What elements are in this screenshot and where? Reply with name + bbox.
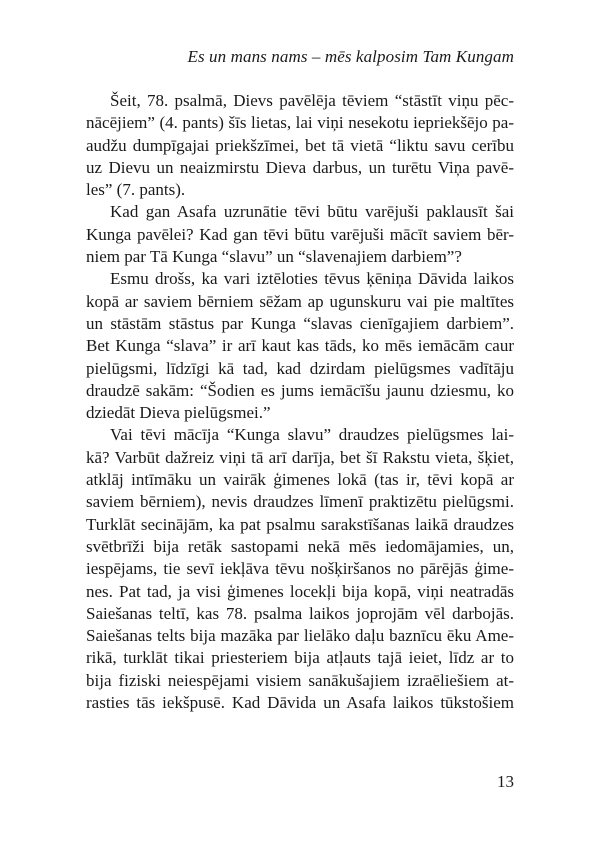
text-line: draudzē sakām: “Šodien es jums iemācīšu jaunu dziesmu, ko — [86, 380, 514, 400]
text-line: pielūgsmi, līdzīgi kā tad, kad dzirdam pielūgsmes vadītāju — [86, 358, 514, 378]
text-line: audžu dumpīgajai priekšzīmei, bet tā vietā “liktu savu cerību — [86, 135, 514, 155]
text-line: niem par Tā Kunga “slavu” un “slavenajiem darbiem”? — [86, 247, 462, 267]
page-number: 13 — [497, 772, 514, 791]
text-line: atklāj intīmāku un vairāk ģimenes lokā (tas ir, tēvi kopā ar — [86, 470, 514, 490]
text-line: uz Dievu un neaizmirstu Dieva darbus, un turētu Viņa pavē- — [86, 157, 514, 177]
text-line: kā? Varbūt dažreiz viņi tā arī darīja, bet šī Rakstu vieta, šķiet, — [86, 447, 514, 467]
text-line: Saiešanas telts bija mazāka par lielāko daļu baznīcu ēku Ame- — [86, 626, 514, 646]
text-line: kopā ar saviem bērniem sēžam ap ugunskuru vai pie maltītes — [86, 291, 514, 311]
body-text — [86, 90, 514, 714]
text-line: Bet Kunga “slava” ir arī kaut kas tāds, ko mēs iemācām caur — [86, 336, 514, 356]
text-line: Saiešanas teltī, kas 78. psalma laikos joprojām vēl darbojās. — [86, 603, 514, 623]
text-line: saviem bērniem), nevis draudzes līmenī praktizētu pielūgsmi. — [86, 492, 514, 512]
text-line: dziedāt Dieva pielūgsmei.” — [86, 403, 271, 423]
text-line: nes. Pat tad, ja visi ģimenes locekļi bija kopā, viņi neatradās — [86, 581, 514, 601]
text-line: rasties tās iekšpusē. Kad Dāvida un Asafa laikos tūkstošiem — [86, 693, 514, 713]
text-line: Kad gan Asafa uzrunātie tēvi būtu varējuši paklausīt šai — [110, 202, 514, 222]
text-line: Esmu drošs, ka vari iztēloties tēvus ķēniņa Dāvida laikos — [110, 269, 514, 289]
text-line: svētbrīži bija retāk sastopami nekā mēs iedomājamies, un, — [86, 536, 514, 556]
text-line: Šeit, 78. psalmā, Dievs pavēlēja tēviem “stāstīt viņu pēc- — [110, 91, 514, 110]
paragraph — [86, 90, 514, 201]
running-header: Es un mans nams – mēs kalposim Tam Kungam — [187, 47, 514, 66]
text-line: Kunga pavēlei? Kad gan tēvi būtu varējuši mācīt saviem bēr- — [86, 224, 514, 244]
paragraph — [86, 268, 514, 424]
text-line: bija fiziski neiespējami visiem sanākušajiem izraēliešiem at- — [86, 670, 514, 690]
paragraph — [86, 201, 514, 268]
text-line: les” (7. pants). — [86, 180, 186, 200]
text-line: Vai tēvi mācīja “Kunga slavu” draudzes pielūgsmes lai- — [110, 425, 514, 445]
text-line: Turklāt secinājām, ka pat psalmu sarakstīšanas laikā draudzes — [86, 514, 514, 534]
text-line: un stāstām stāstus par Kunga “slavas cienīgajiem darbiem”. — [86, 313, 514, 333]
text-line: iespējams, tie sevī iekļāva tēvu nošķiršanos no pārējās ģime- — [86, 559, 514, 579]
text-line: nācējiem” (4. pants) šīs lietas, lai viņi nesekotu iepriekšējo pa- — [86, 113, 514, 133]
text-line: rikā, turklāt tikai priesteriem bija atļauts tajā ieiet, līdz ar to — [86, 648, 514, 668]
paragraph — [86, 424, 514, 714]
